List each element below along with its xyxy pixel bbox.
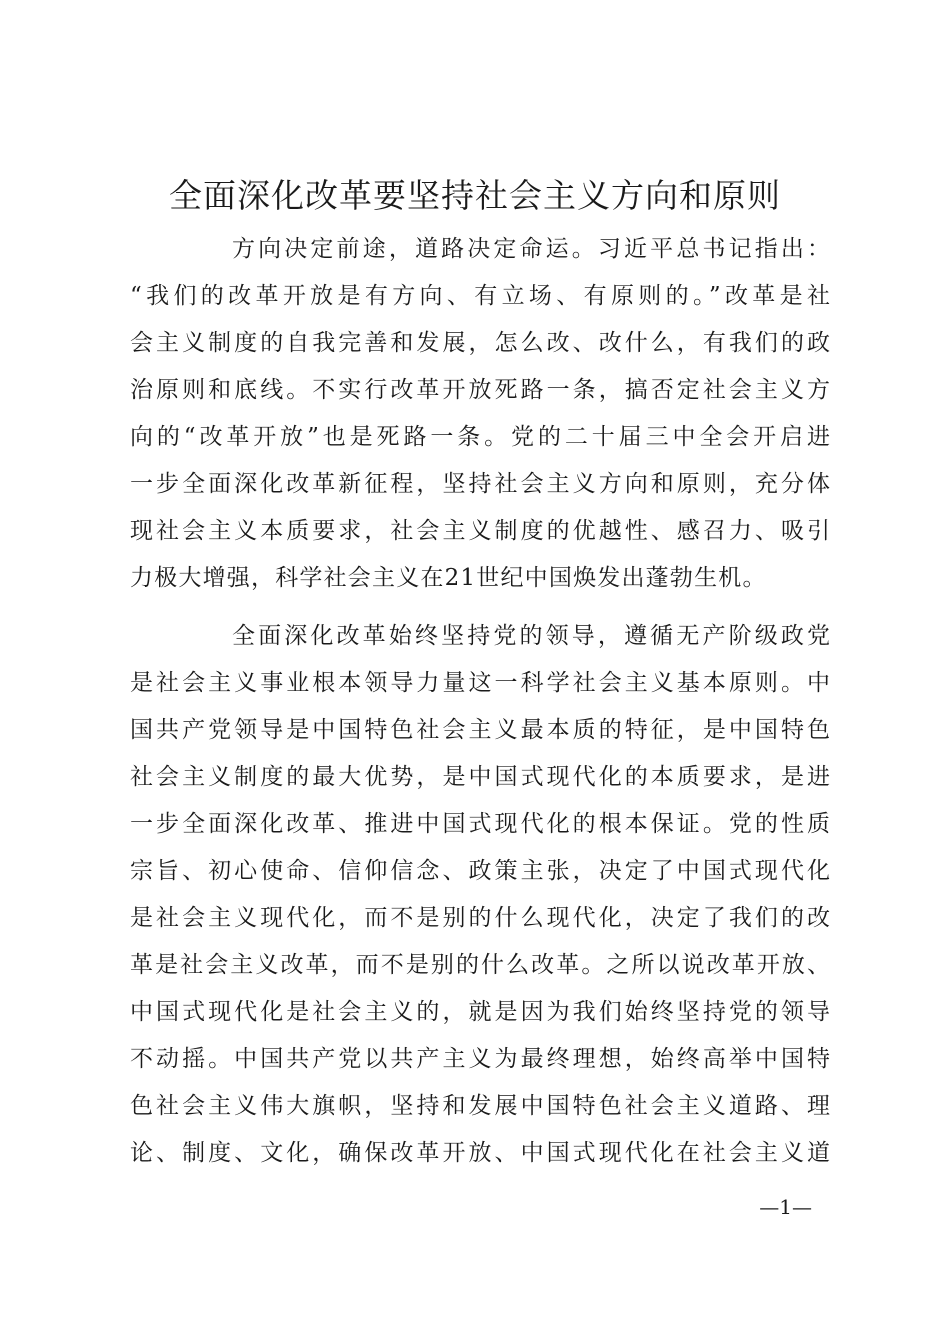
paragraph-line: 论、制度、文化，确保改革开放、中国式现代化在社会主义道 — [130, 1140, 830, 1166]
page-title: 全面深化改革要坚持社会主义方向和原则 — [169, 176, 781, 215]
paragraph-line: “我们的改革开放是有方向、有立场、有原则的。”改革是社 — [130, 283, 830, 309]
paragraph-line: 社会主义制度的最大优势，是中国式现代化的本质要求，是进 — [130, 764, 830, 790]
paragraph-line: 革是社会主义改革，而不是别的什么改革。之所以说改革开放、 — [130, 952, 830, 978]
paragraph-1 — [130, 226, 830, 602]
paragraph-line: 国共产党领导是中国特色社会主义最本质的特征，是中国特色 — [130, 717, 830, 743]
paragraph-line: 方向决定前途，道路决定命运。习近平总书记指出： — [232, 236, 830, 262]
paragraph-line: 不动摇。中国共产党以共产主义为最终理想，始终高举中国特 — [130, 1046, 830, 1072]
document-body — [130, 226, 830, 1177]
paragraph-line: 是社会主义事业根本领导力量这一科学社会主义基本原则。中 — [130, 670, 830, 696]
paragraph-2 — [130, 613, 830, 1177]
paragraph-line: 中国式现代化是社会主义的，就是因为我们始终坚持党的领导 — [130, 999, 830, 1025]
paragraph-line: 宗旨、初心使命、信仰信念、政策主张，决定了中国式现代化 — [130, 858, 830, 884]
paragraph-line: 力极大增强，科学社会主义在21世纪中国焕发出蓬勃生机。 — [130, 565, 767, 591]
paragraph-spacing — [130, 602, 830, 613]
paragraph-line: 色社会主义伟大旗帜，坚持和发展中国特色社会主义道路、理 — [130, 1093, 830, 1119]
paragraph-line: 治原则和底线。不实行改革开放死路一条，搞否定社会主义方 — [130, 377, 830, 403]
page-number: —1— — [759, 1195, 812, 1219]
paragraph-line: 全面深化改革始终坚持党的领导，遵循无产阶级政党 — [232, 623, 830, 649]
paragraph-line: 会主义制度的自我完善和发展，怎么改、改什么，有我们的政 — [130, 330, 830, 356]
paragraph-line: 向的“改革开放”也是死路一条。党的二十届三中全会开启进 — [130, 424, 830, 450]
paragraph-line: 是社会主义现代化，而不是别的什么现代化，决定了我们的改 — [130, 905, 830, 931]
paragraph-line: 一步全面深化改革、推进中国式现代化的根本保证。党的性质 — [130, 811, 830, 837]
paragraph-line: 一步全面深化改革新征程，坚持社会主义方向和原则，充分体 — [130, 471, 830, 497]
paragraph-line: 现社会主义本质要求，社会主义制度的优越性、感召力、吸引 — [130, 518, 830, 544]
